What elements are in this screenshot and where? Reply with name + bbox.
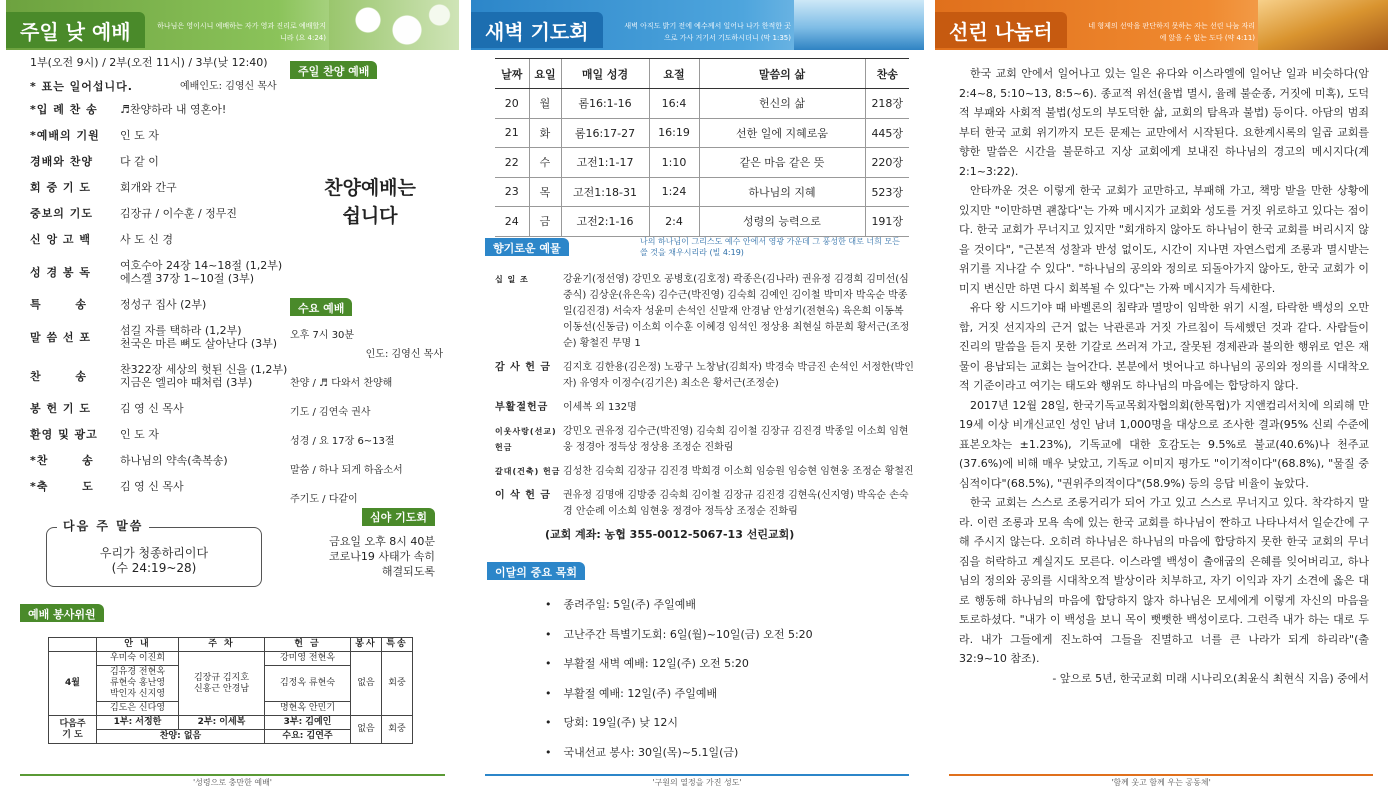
dawn-cell: 1:10 <box>649 148 699 178</box>
dawn-cell: 22 <box>495 148 529 178</box>
duty-guide-3: 김도은 신다영 <box>97 702 179 716</box>
night-tab: 심야 기도회 <box>362 508 435 526</box>
order-label: 찬 송 <box>30 369 88 383</box>
duty-guide-1: 우미숙 이진희 <box>97 652 179 666</box>
wed-leader: 인도: 김영신 목사 <box>365 349 443 360</box>
footer-divider <box>20 774 445 776</box>
duty-col-special: 특송 <box>382 638 413 652</box>
next-word-line1: 우리가 청종하리이다 <box>99 546 209 560</box>
offering-label: 이웃사랑(선교) 헌금 <box>495 427 557 452</box>
duty-offering-2: 김정옥 류현숙 <box>265 666 351 702</box>
order-label: 특 송 <box>30 298 88 311</box>
order-item <box>30 480 292 493</box>
offering-label: 십 일 조 <box>495 275 529 284</box>
next-word-tag: 다음 주 말씀 <box>57 519 149 534</box>
duty-col-service: 봉사 <box>351 638 382 652</box>
column-sharing <box>929 0 1393 796</box>
footer-divider <box>485 774 909 776</box>
order-rows <box>30 103 292 493</box>
duty-offering-1: 강미영 전현옥 <box>265 652 351 666</box>
wheat-image <box>1258 0 1388 50</box>
order-label: 경배와 찬양 <box>30 155 93 168</box>
wed-item: 찬양 / ♬ 다와서 찬양해 <box>290 378 393 389</box>
wed-item: 기도 / 김연숙 권사 <box>290 407 371 418</box>
order-label: *찬 송 <box>30 454 94 467</box>
duty-col-blank <box>49 638 97 652</box>
dawn-cell: 고전1:18-31 <box>561 177 649 207</box>
dawn-cell: 218장 <box>865 89 909 119</box>
table-row <box>495 207 909 237</box>
duty-prayer2: 2부: 이세복 <box>179 716 265 730</box>
dawn-cell: 445장 <box>865 118 909 148</box>
flower-image <box>329 0 459 50</box>
praise-tab: 주일 찬양 예배 <box>290 61 377 79</box>
order-value: 섬길 자를 택하라 (1,2부) 천국은 마른 뼈도 살아난다 (3부) <box>120 324 278 350</box>
events-list <box>545 596 915 773</box>
banner-title: 주일 낮 예배 <box>6 12 145 48</box>
praise-worship <box>290 60 450 230</box>
duty-wed-line: 수요: 김연주 <box>265 730 351 744</box>
footer-motto: '구원의 열정을 가진 성도' <box>652 778 742 787</box>
banner-title: 새벽 기도회 <box>471 12 603 48</box>
order-label: 환영 및 광고 <box>30 428 98 441</box>
duty-prayer3: 3부: 김예인 <box>265 716 351 730</box>
dawn-cell: 20 <box>495 89 529 119</box>
offering-row <box>495 272 915 352</box>
dawn-cell: 같은 마음 같은 뜻 <box>699 148 865 178</box>
order-item <box>30 155 292 168</box>
table-row <box>49 652 413 666</box>
order-value: ♬찬양하라 내 영혼아! <box>120 103 227 116</box>
wed-item: 주기도 / 다같이 <box>290 494 358 505</box>
offering-row <box>495 488 915 520</box>
order-item <box>30 298 292 311</box>
banner-sunday-worship <box>6 0 459 50</box>
offering-names: 강민오 권유정 김수근(박진영) 김숙희 김이철 김장규 김진경 박종일 이소희 임현웅 정경아 정득상 정상용 조정순 진화림 <box>563 426 909 453</box>
column-dawn-prayer <box>465 0 929 796</box>
dawn-header-row <box>495 59 909 89</box>
essay-body <box>959 64 1369 688</box>
dawn-cell: 월 <box>529 89 561 119</box>
dawn-cell: 하나님의 지혜 <box>699 177 865 207</box>
order-item <box>30 259 292 285</box>
worship-leader: 예배인도: 김영신 목사 <box>180 81 277 92</box>
order-label: 중보의 기도 <box>30 207 93 220</box>
next-word-line2: (수 24:19~28) <box>111 561 197 575</box>
next-week-word <box>46 519 262 587</box>
table-row <box>495 177 909 207</box>
order-label: 봉 헌 기 도 <box>30 402 91 415</box>
order-label: 말 씀 선 포 <box>30 330 91 344</box>
duty-service-2: 없음 <box>351 716 382 744</box>
dawn-cell: 2:4 <box>649 207 699 237</box>
duty-prayer1: 1부: 서정한 <box>97 716 179 730</box>
duty-special: 회중 <box>382 652 413 716</box>
dawn-cell: 롬16:1-16 <box>561 89 649 119</box>
essay-paragraph: 2017년 12월 28일, 한국기독교목회자협의회(한목협)가 지앤컴리서치에 의뢰해 만 19세 이상 비개신교인 성인 남녀 1,000명을 대상으로 조사한 결과(95% 신뢰 수준에 표본오차는 ±1.23%), 기독교에 대한 호감도는 9.5%로 불교(40.6%)나 천주교(37.6%)에 비해 매우 낮았고, 기독교 이미지 평가도 "이기적이다"(68.8%), "물질 중심적이다"(68.5%), "권위주의적이다"(58.9%) 등의 응답 비율이 높았다. <box>959 398 1369 490</box>
order-value: 인 도 자 <box>120 129 159 142</box>
order-value: 찬322장 세상의 헛된 신을 (1,2부) 지금은 엘리야 때처럼 (3부) <box>120 363 288 389</box>
duty-col-offering: 헌 금 <box>265 638 351 652</box>
dawn-cell: 선한 일에 지혜로움 <box>699 118 865 148</box>
offering-row <box>495 400 915 416</box>
banner-title: 선린 나눔터 <box>935 12 1067 48</box>
order-value: 인 도 자 <box>120 428 159 441</box>
duty-table <box>48 637 413 744</box>
banner-sharing <box>935 0 1388 50</box>
dawn-cell: 1:24 <box>649 177 699 207</box>
dawn-cell: 23 <box>495 177 529 207</box>
footer-motto: '함께 웃고 함께 우는 공동체' <box>1111 778 1211 787</box>
duty-guide-2: 김유경 전현옥 류현숙 홍난영 박인자 신지영 <box>97 666 179 702</box>
offering-names: 김성찬 김숙희 김장규 김진경 박희경 이소희 임승원 임승현 임현웅 조정순 황철진 <box>563 466 914 477</box>
wed-item: 말씀 / 하나 되게 하옵소서 <box>290 465 403 476</box>
banner-subtitle: 새벽 아직도 밝기 전에 예수께서 일어나 나가 한적한 곳으로 가사 거기서 기도하시더니 (막 1:35) <box>624 22 791 42</box>
offering-row <box>495 424 915 456</box>
order-value: 정성구 집사 (2부) <box>120 298 207 311</box>
dawn-cell: 16:4 <box>649 89 699 119</box>
dawn-cell: 191장 <box>865 207 909 237</box>
dawn-col-hymn: 찬송 <box>865 59 909 89</box>
wed-time: 오후 7시 30분 <box>290 330 355 341</box>
dawn-cell: 목 <box>529 177 561 207</box>
offering-names: 이세복 외 132명 <box>563 402 637 413</box>
offering-row <box>495 464 915 480</box>
duty-header-row <box>49 638 413 652</box>
list-item: • 당회: 19일(주) 낮 12시 <box>545 714 915 744</box>
wednesday-worship <box>290 298 455 519</box>
order-item <box>30 402 292 415</box>
wed-items <box>290 374 455 505</box>
dawn-col-date: 날짜 <box>495 59 529 89</box>
banner-subtitle: 네 형제의 선악을 판단하지 못하는 자는 선린 나눔 자리에 앉을 수 없는 도다 (약 4:11) <box>1088 22 1255 42</box>
order-label: *예배의 기원 <box>30 129 100 142</box>
duty-special-2: 회중 <box>382 716 413 744</box>
essay-paragraph: 한국 교회는 스스로 조롱거리가 되어 가고 있고 스스로 무너지고 있다. 착각하지 말라. 이런 조롱과 모욕 속에 있는 한국 교회를 하나님이 짠하고 나타나셔서 일순간에 구해 주시지 않는다. 오히려 하나님은 하나님의 마음에 합당하지 못한 한국 교회의 무너짐을 허락하고 계실지도 모른다. 이스라엘 백성이 출애굽의 은혜를 잊어버리고, 하나님의 정의와 공의를 시대착오적 발상이라 치부하고, 자기 이익과 자기 소견에 옳은 대로 행동해 하나님의 마음에 합당하지 않자 하나님은 모세에게 이렇게 자신의 마음을 토로하셨다. "내가 이 백성을 보니 목이 뻣뻣한 백성이로다. 그런즉 내가 하는 대로 두라. 내가 그들에게 진노하여 그들을 진멸하고 너를 큰 나라가 되게 하리라"(출 32:9~10 참조). <box>959 496 1369 665</box>
essay-paragraph: 안타까운 것은 이렇게 한국 교회가 교만하고, 부패해 가고, 책망 받을 만한 상황에 있지만 "이만하면 괜찮다"는 가짜 메시지가 교회와 성도를 거짓 위로하고 있다는 점이다. 한국 교회가 무너지고 있지만 "회개하지 않아도 하나님이 한국 교회를 버리시지 않을 것이다", "근본적 성찰과 반성 없이도, 시간이 지나면 자연스럽게 조롱과 멸시받는 위기를 지나갈 수 있다". "하나님의 공의와 정의로 되돌아가지 않아도, 한국 교회가 이미지 변신만 하면 다시 회복될 수 있다"는 가짜 메시지가 득세한다. <box>959 184 1369 295</box>
dawn-cell: 21 <box>495 118 529 148</box>
table-row <box>495 148 909 178</box>
table-row <box>495 118 909 148</box>
offering-list <box>495 272 915 528</box>
offering-label: 부활절헌금 <box>495 402 549 413</box>
order-label: 성 경 봉 독 <box>30 265 91 279</box>
footer-divider <box>949 774 1373 776</box>
dawn-cell: 16:19 <box>649 118 699 148</box>
essay-source: - 앞으로 5년, 한국교회 미래 시나리오(최윤식 최현식 지음) 중에서 <box>1052 671 1369 685</box>
footer-motto: '성령으로 충만한 예배' <box>192 778 273 787</box>
order-label: *축 도 <box>30 480 94 493</box>
order-value: 김장규 / 이수훈 / 정무진 <box>120 207 238 220</box>
night-prayer <box>290 508 435 579</box>
list-item: • 국내선교 봉사: 30일(목)~5.1일(금) <box>545 744 915 774</box>
dawn-cell: 523장 <box>865 177 909 207</box>
banner-subtitle: 하나님은 영이시니 예배하는 자가 영과 진리로 예배할지니라 (요 4:24) <box>157 22 326 42</box>
offering-row <box>495 360 915 392</box>
service-times: 1부(오전 9시) / 2부(오전 11시) / 3부(낮 12:40) <box>30 56 268 69</box>
offering-names: 강윤기(정선영) 강민오 공병호(김호정) 곽종은(김나라) 권유정 김경희 김미선(심중식) 김상운(유은옥) 김수근(박진영) 김숙희 김예인 김이철 박미자 박옥순 박종일(김진경) 서숙자 성윤미 손석인 신말재 안경남 안성기(전현옥) 육은희 이동복 이동선(신동금) 이소희 이수훈 이혜경 임석인 정상용 최현실 하문희 황서근(조정순) 황철진 무명 1 <box>563 274 910 349</box>
fragrant-verse: 나의 하나님이 그리스도 예수 안에서 영광 가운데 그 풍성한 대로 너희 모든 쓸 것을 채우시리라 (빌 4:19) <box>640 237 900 257</box>
dawn-cell: 220장 <box>865 148 909 178</box>
church-account: (교회 계좌: 농협 355-0012-5067-13 선린교회) <box>545 528 795 541</box>
offering-label: 갈대(건축) 헌금 <box>495 467 561 476</box>
offering-names: 김지호 김한용(김은정) 노광구 노창남(김희자) 박경숙 박금진 손석인 서정한(박인자) 유영자 이정수(김기은) 최소은 황서근(조정순) <box>563 362 914 389</box>
dawn-cell: 헌신의 삶 <box>699 89 865 119</box>
events-tab: 이달의 중요 목회 <box>487 562 585 580</box>
duty-tab: 예배 봉사위원 <box>20 604 104 622</box>
worship-order <box>30 54 292 506</box>
dawn-cell: 롬16:17-27 <box>561 118 649 148</box>
table-row <box>49 716 413 730</box>
column-sunday-worship <box>0 0 465 796</box>
order-value: 여호수아 24장 14~18절 (1,2부) 에스겔 37장 1~10절 (3부) <box>120 259 283 285</box>
stand-note: * 표는 일어섭니다. <box>30 80 133 93</box>
dawn-prayer-table <box>495 58 909 237</box>
list-item: • 종려주일: 5일(주) 주일예배 <box>545 596 915 626</box>
order-value: 하나님의 약속(축복송) <box>120 454 228 467</box>
order-item <box>30 363 292 389</box>
order-value: 김 영 신 목사 <box>120 402 184 415</box>
offering-label: 감 사 헌 금 <box>495 362 552 373</box>
dawn-cell: 고전2:1-16 <box>561 207 649 237</box>
duty-next-label: 다음주 기 도 <box>49 716 97 744</box>
order-label: 신 앙 고 백 <box>30 233 91 246</box>
order-item <box>30 181 292 194</box>
offering-label: 이 삭 헌 금 <box>495 490 552 501</box>
essay-paragraph: 한국 교회 안에서 일어나고 있는 일은 유다와 이스라엘에 일어난 일과 비슷하다(암 2:4~8, 5:10~13, 8:5~6). 종교적 위선(율법 멸시, 율례 불순종, 거짓에 미혹), 도덕적 부패와 사회적 불법(성도의 부도덕한 삶, 교회의 탐욕과 불법) 등이다. 아담의 범죄부터 한국 교회 위기까지 모든 문제는 교만에서 시작된다. 요한계시록의 일곱 교회를 향한 말씀은 시간을 불문하고 지상 교회에게 보내진 하나님의 경고의 메시지다(계 2:1~3:22). <box>959 67 1369 178</box>
duty-parking: 김장규 김지호 신홍근 안경남 <box>179 652 265 716</box>
order-item <box>30 233 292 246</box>
order-item <box>30 207 292 220</box>
dawn-cell: 24 <box>495 207 529 237</box>
duty-praise-line: 찬양: 없음 <box>97 730 265 744</box>
list-item: • 부활절 예배: 12일(주) 주일예배 <box>545 685 915 715</box>
order-value: 사 도 신 경 <box>120 233 173 246</box>
dawn-cell: 금 <box>529 207 561 237</box>
wed-tab: 수요 예배 <box>290 298 352 316</box>
dawn-col-verse: 요절 <box>649 59 699 89</box>
dawn-col-bible: 매일 성경 <box>561 59 649 89</box>
dawn-cell: 화 <box>529 118 561 148</box>
banner-dawn-prayer <box>471 0 924 50</box>
order-item <box>30 129 292 142</box>
praise-notice: 찬양예배는 쉽니다 <box>324 177 416 227</box>
order-item <box>30 103 292 116</box>
offering-names: 권유정 김명애 김방중 김숙희 김이철 김장규 김진경 김현옥(신지영) 박옥순 손숙경 안순례 이소희 임현웅 정경아 정득상 조정순 진화림 <box>563 490 909 517</box>
order-item <box>30 428 292 441</box>
dawn-body <box>495 89 909 237</box>
order-value: 회개와 간구 <box>120 181 177 194</box>
order-label: *입 례 찬 송 <box>30 103 98 116</box>
duty-col-guide: 안 내 <box>97 638 179 652</box>
dawn-cell: 고전1:1-17 <box>561 148 649 178</box>
night-text: 금요일 오후 8시 40분 코로나19 사태가 속히 해결되도록 <box>329 535 435 578</box>
order-label: 회 중 기 도 <box>30 181 91 194</box>
dawn-cell: 성령의 능력으로 <box>699 207 865 237</box>
duty-service: 없음 <box>351 652 382 716</box>
list-item: • 고난주간 특별기도회: 6일(월)~10일(금) 오전 5:20 <box>545 626 915 656</box>
list-item: • 부활절 새벽 예배: 12일(주) 오전 5:20 <box>545 655 915 685</box>
order-value: 김 영 신 목사 <box>120 480 184 493</box>
duty-col-parking: 주 차 <box>179 638 265 652</box>
duty-month: 4월 <box>49 652 97 716</box>
fragrant-tab: 향기로운 예물 <box>485 238 569 256</box>
duty-offering-3: 명현옥 안민기 <box>265 702 351 716</box>
dawn-col-day: 요일 <box>529 59 561 89</box>
sky-image <box>794 0 924 50</box>
wed-item: 성경 / 요 17장 6~13절 <box>290 436 395 447</box>
table-row <box>495 89 909 119</box>
order-item <box>30 324 292 350</box>
order-note-row <box>30 80 292 93</box>
dawn-col-life: 말씀의 삶 <box>699 59 865 89</box>
order-value: 다 같 이 <box>120 155 159 168</box>
order-item <box>30 454 292 467</box>
essay-paragraph: 유다 왕 시드기야 때 바벨론의 침략과 멸망이 임박한 위기 시절, 타락한 백성의 오만함, 거짓 선지자의 근거 없는 낙관론과 거짓 가르침이 득세했던 것과 같다. 사람들이 진리의 말씀을 듣지 못한 기갈로 쓰러져 가고, 잘못된 경제관과 불의한 행위로 얻은 재물이 용납되는 교회는 늘어간다. 본분에서 벗어나고 하나님의 공의와 정의를 시대착오적 기준이라고 여기는 태도와 행위도 하나님의 마음에는 합당하지 않다. <box>959 301 1369 392</box>
dawn-cell: 수 <box>529 148 561 178</box>
